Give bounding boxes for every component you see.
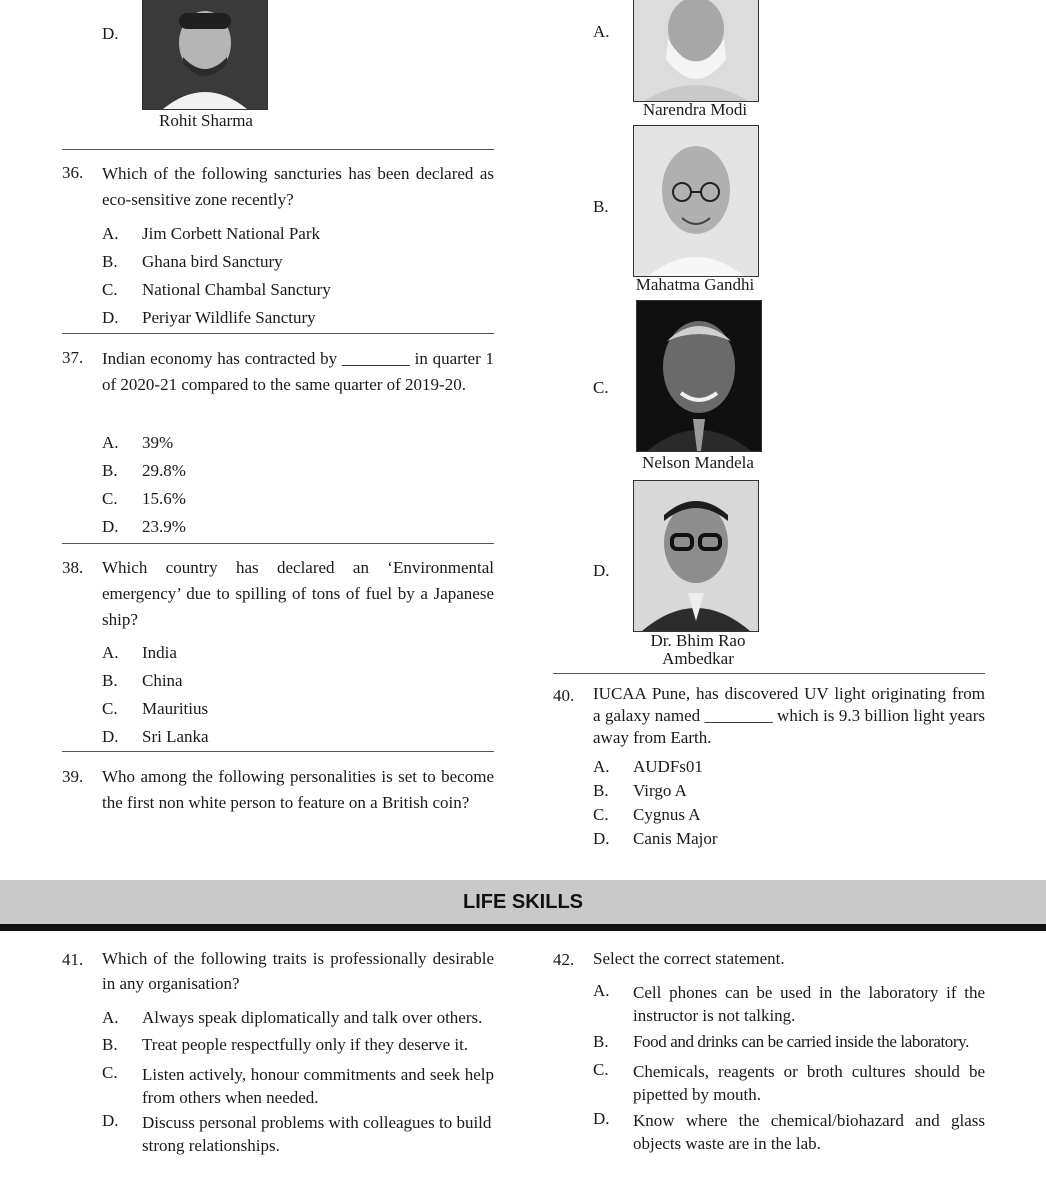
q36-number: 36. bbox=[62, 163, 84, 182]
q40-option-d[interactable]: Canis Major bbox=[633, 829, 718, 848]
q38-option-c[interactable]: Mauritius bbox=[142, 699, 209, 718]
portrait-placeholder-icon bbox=[634, 481, 758, 631]
q41-text: Which of the following traits is professionally desirable in any organisation? bbox=[102, 949, 494, 993]
bhim-rao-ambedkar-caption: Dr. Bhim Rao Ambedkar bbox=[650, 631, 746, 668]
q41-option-c-letter: C. bbox=[102, 1063, 118, 1082]
section-title: LIFE SKILLS bbox=[463, 891, 583, 913]
q42-option-c[interactable]: Chemicals, reagents or broth cultures should be pipetted by mouth. bbox=[633, 1062, 985, 1104]
q41-option-d[interactable]: Discuss personal problems with colleagues to build strong relationships. bbox=[142, 1113, 492, 1155]
q41-option-b[interactable]: Treat people respectfully only if they deserve it. bbox=[142, 1035, 469, 1054]
nelson-mandela-caption: Nelson Mandela bbox=[642, 453, 754, 472]
portrait-placeholder-icon bbox=[143, 0, 267, 109]
q42-option-d[interactable]: Know where the chemical/biohazard and glass objects waste are in the lab. bbox=[633, 1111, 985, 1153]
q41-number: 41. bbox=[62, 950, 84, 969]
q41-option-b-letter: B. bbox=[102, 1035, 118, 1054]
q36-option-b-letter: B. bbox=[102, 252, 118, 271]
q42-option-c-letter: C. bbox=[593, 1060, 609, 1079]
q38-option-d-letter: D. bbox=[102, 727, 119, 746]
q35-option-d-letter: D. bbox=[102, 24, 119, 43]
q39-option-a-letter: A. bbox=[593, 22, 610, 41]
q40-number: 40. bbox=[553, 686, 575, 705]
q37-option-b-letter: B. bbox=[102, 461, 118, 480]
narendra-modi-caption: Narendra Modi bbox=[642, 100, 748, 119]
q42-option-b-letter: B. bbox=[593, 1032, 609, 1051]
q38-number: 38. bbox=[62, 558, 84, 577]
bhim-rao-ambedkar-photo[interactable] bbox=[633, 480, 759, 632]
q38-text: Which country has declared an ‘Environmental emergency’ due to spilling of tons of fuel by a Japanese ship? bbox=[102, 558, 494, 629]
portrait-placeholder-icon bbox=[637, 301, 761, 451]
q37-option-d-letter: D. bbox=[102, 517, 119, 536]
q40-option-b[interactable]: Virgo A bbox=[633, 781, 687, 800]
rohit-sharma-caption: Rohit Sharma bbox=[159, 111, 253, 130]
rohit-sharma-photo bbox=[142, 0, 268, 110]
q41-option-d-letter: D. bbox=[102, 1111, 119, 1130]
q36-option-c-letter: C. bbox=[102, 280, 118, 299]
divider bbox=[62, 333, 494, 334]
q36-option-d[interactable]: Periyar Wildlife Sanctury bbox=[142, 308, 316, 327]
q38-option-c-letter: C. bbox=[102, 699, 118, 718]
divider bbox=[62, 543, 494, 544]
q39-text: Who among the following personalities is set to become the first non white person to feature on a British coin? bbox=[102, 767, 494, 812]
mahatma-gandhi-caption: Mahatma Gandhi bbox=[635, 275, 755, 294]
q38-option-b-letter: B. bbox=[102, 671, 118, 690]
q37-number: 37. bbox=[62, 348, 84, 367]
q36-option-d-letter: D. bbox=[102, 308, 119, 327]
q36-option-a-letter: A. bbox=[102, 224, 119, 243]
q42-option-b[interactable]: Food and drinks can be carried inside the laboratory. bbox=[633, 1032, 969, 1051]
q40-text: IUCAA Pune, has discovered UV light originating from a galaxy named ________ which is 9.3 billion light years away from Earth. bbox=[593, 684, 985, 747]
q40-option-c[interactable]: Cygnus A bbox=[633, 805, 701, 824]
q39-option-c-letter: C. bbox=[593, 378, 609, 397]
portrait-placeholder-icon bbox=[634, 126, 758, 276]
q40-option-d-letter: D. bbox=[593, 829, 610, 848]
q42-text: Select the correct statement. bbox=[593, 949, 785, 968]
q40-option-a[interactable]: AUDFs01 bbox=[633, 757, 703, 776]
q37-text: Indian economy has contracted by ________ in quarter 1 of 2020-21 compared to the same quarter of 2019-20. bbox=[102, 349, 494, 394]
q41-option-a-letter: A. bbox=[102, 1008, 119, 1027]
q42-option-d-letter: D. bbox=[593, 1109, 610, 1128]
portrait-placeholder-icon bbox=[634, 0, 758, 101]
q37-option-b[interactable]: 29.8% bbox=[142, 461, 186, 480]
divider bbox=[553, 673, 985, 674]
section-underline bbox=[0, 924, 1046, 931]
q38-option-d[interactable]: Sri Lanka bbox=[142, 727, 209, 746]
q41-option-c[interactable]: Listen actively, honour commitments and seek help from others when needed. bbox=[142, 1065, 494, 1107]
q36-option-a[interactable]: Jim Corbett National Park bbox=[142, 224, 321, 243]
q38-option-a[interactable]: India bbox=[142, 643, 177, 662]
q36-option-c[interactable]: National Chambal Sanctury bbox=[142, 280, 331, 299]
q41-option-a[interactable]: Always speak diplomatically and talk over others. bbox=[142, 1008, 483, 1027]
q42-number: 42. bbox=[553, 950, 575, 969]
q40-option-a-letter: A. bbox=[593, 757, 610, 776]
q40-option-c-letter: C. bbox=[593, 805, 609, 824]
q38-option-a-letter: A. bbox=[102, 643, 119, 662]
q39-number: 39. bbox=[62, 767, 84, 786]
q39-option-d-letter: D. bbox=[593, 561, 610, 580]
q37-option-c[interactable]: 15.6% bbox=[142, 489, 186, 508]
nelson-mandela-photo[interactable] bbox=[636, 300, 762, 452]
narendra-modi-photo[interactable] bbox=[633, 0, 759, 102]
q36-option-b[interactable]: Ghana bird Sanctury bbox=[142, 252, 283, 271]
q36-text: Which of the following sancturies has been declared as eco-sensitive zone recently? bbox=[102, 164, 494, 209]
q38-option-b[interactable]: China bbox=[142, 671, 183, 690]
divider bbox=[62, 149, 494, 150]
q37-option-c-letter: C. bbox=[102, 489, 118, 508]
q37-option-a[interactable]: 39% bbox=[142, 433, 174, 452]
mahatma-gandhi-photo[interactable] bbox=[633, 125, 759, 277]
q39-option-b-letter: B. bbox=[593, 197, 609, 216]
q42-option-a-letter: A. bbox=[593, 981, 610, 1000]
q37-option-d[interactable]: 23.9% bbox=[142, 517, 186, 536]
q40-option-b-letter: B. bbox=[593, 781, 609, 800]
q42-option-a[interactable]: Cell phones can be used in the laboratory if the instructor is not talking. bbox=[633, 983, 985, 1025]
q37-option-a-letter: A. bbox=[102, 433, 119, 452]
divider bbox=[62, 751, 494, 752]
